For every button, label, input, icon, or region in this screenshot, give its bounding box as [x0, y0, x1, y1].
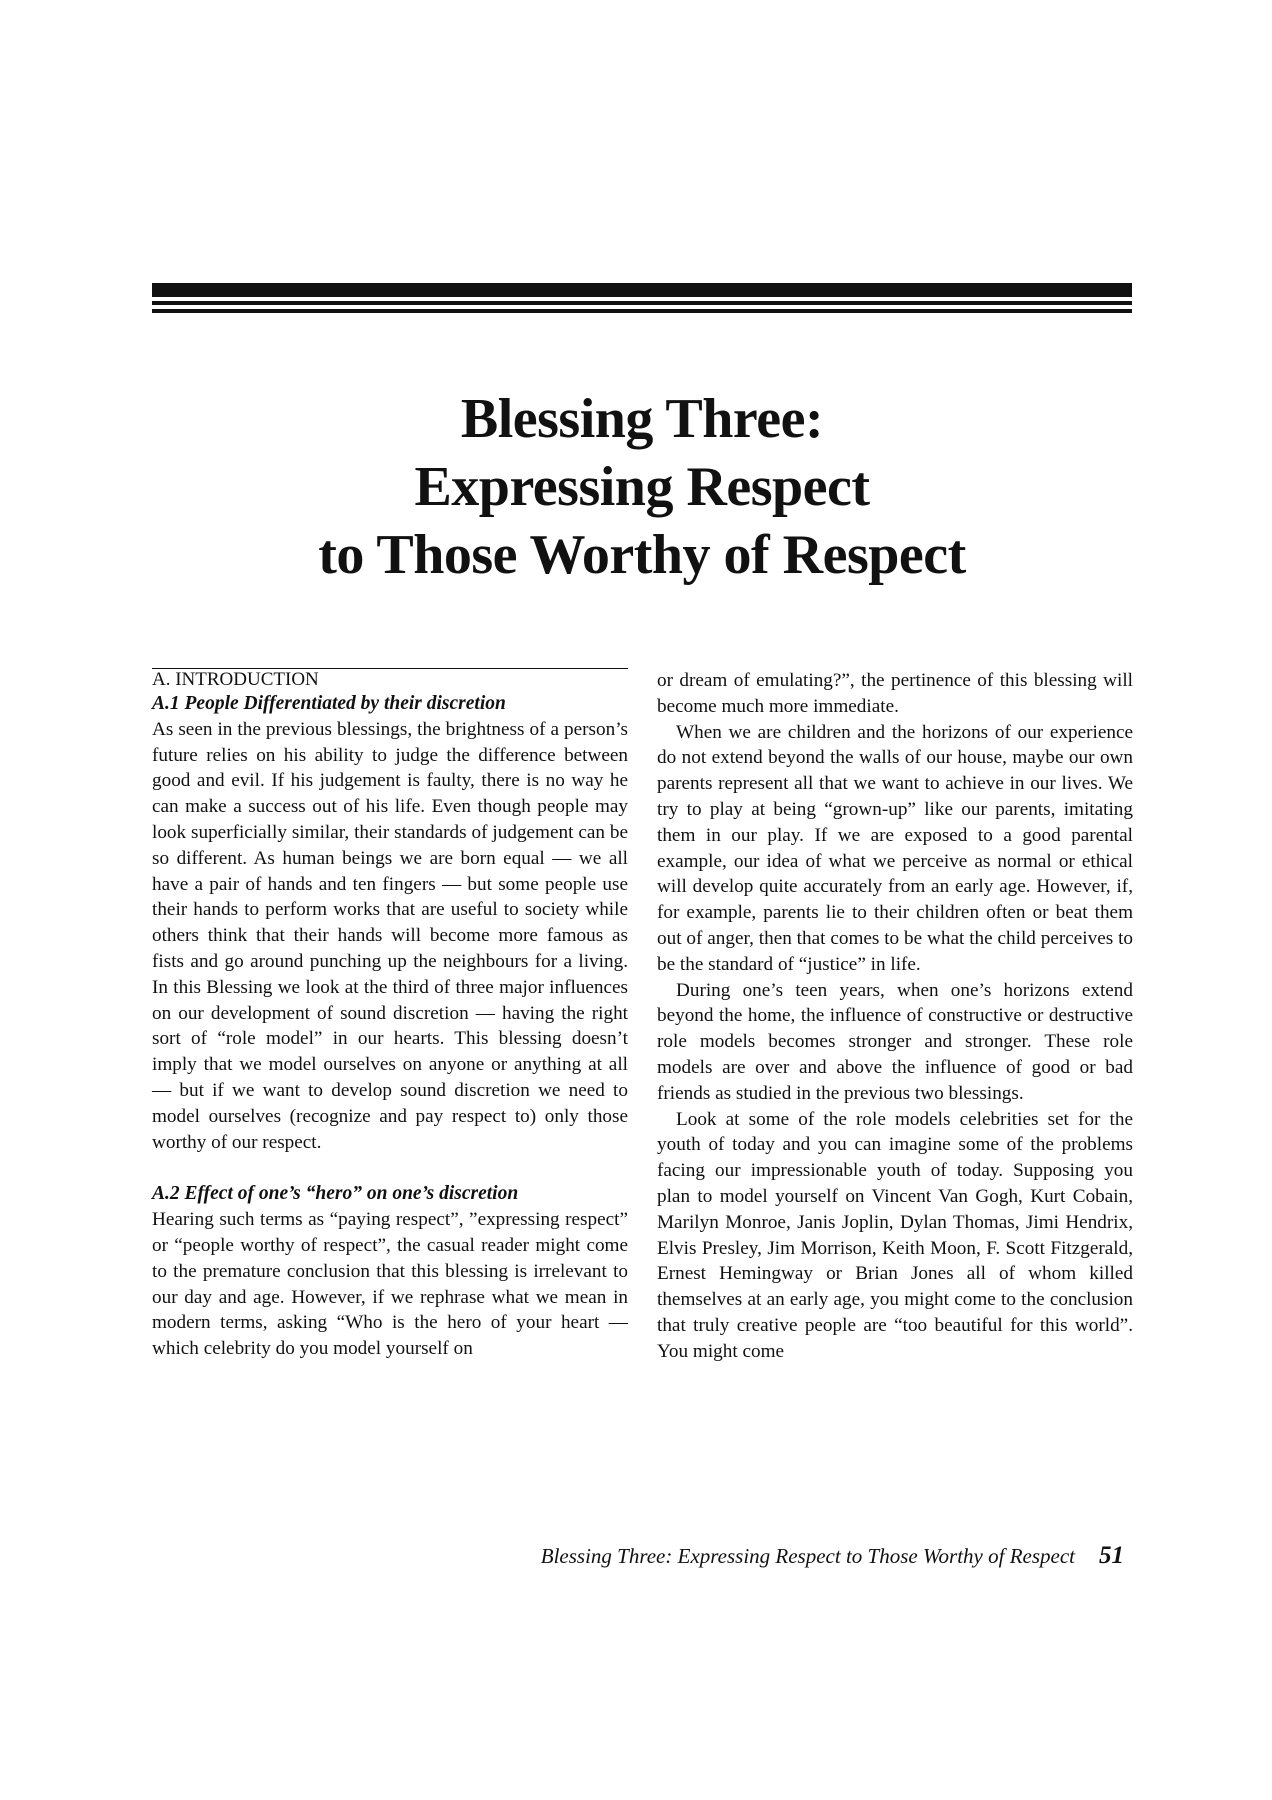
- header-rules: [152, 283, 1132, 313]
- running-title: Blessing Three: Expressing Respect to Those Worthy of Respect: [540, 1544, 1075, 1568]
- right-column: [657, 668, 1133, 1365]
- paragraph-right-2: When we are children and the horizons of our experience do not extend beyond the walls of our house, maybe our own parents represent all that we want to achieve in our lives. We try to play at being “grown-up” like our parents, imitating them in our play. If we are exposed to a good parental example, our idea of what we perceive as normal or ethical will develop quite accurately from an early age. However, if, for example, parents lie to their children often or beat them out of anger, then that comes to be what the child perceives to be the standard of “justice” in life.: [657, 721, 1133, 975]
- thin-rule-2: [152, 309, 1132, 313]
- chapter-title: [152, 385, 1132, 589]
- thin-rule-1: [152, 301, 1132, 305]
- section-heading-introduction: A. INTRODUCTION: [152, 668, 628, 691]
- paragraph-right-3: During one’s teen years, when one’s horizons extend beyond the home, the influence of constructive or destructive role models becomes stronger and stronger. These role models are over and above the influence of good or bad friends as studied in the previous two blessings.: [657, 979, 1133, 1104]
- subsection-heading-a2: A.2 Effect of one’s “hero” on one’s discretion: [152, 1183, 519, 1205]
- left-column: [152, 668, 628, 1362]
- paragraph-right-4: Look at some of the role models celebrities set for the youth of today and you can imagine some of the problems facing our impressionable youth of today. Supposing you plan to model yourself on Vincent Van Gogh, Kurt Cobain, Marilyn Monroe, Janis Joplin, Dylan Thomas, Jimi Hendrix, Elvis Presley, Jim Morrison, Keith Moon, F. Scott Fitzgerald, Ernest Hemingway or Brian Jones all of whom killed themselves at an early age, you might come to the conclusion that truly creative people are “too beautiful for this world”. You might come: [657, 1108, 1133, 1362]
- chapter-title-line-1: Blessing Three:: [460, 388, 824, 450]
- chapter-title-line-3: to Those Worthy of Respect: [318, 524, 966, 586]
- subsection-heading-a1: A.1 People Differentiated by their discretion: [152, 693, 506, 714]
- paragraph-a1: As seen in the previous blessings, the brightness of a person’s future relies on his ability to judge the difference between good and evil. If his judgement is faulty, there is no way he can make a success out of his life. Even though people may look superficially similar, their standards of judgement can be so different. As human beings we are born equal — we all have a pair of hands and ten fingers — but some people use their hands to perform works that are useful to society while others think that their hands will become more famous as fists and go around punching up the neighbours for a living. In this Blessing we look at the third of three major influences on our development of sound discretion — having the right sort of “role model” in our hearts. This blessing doesn’t imply that we model ourselves on anyone or anything at all — but if we want to develop sound discretion we need to model ourselves (recognize and pay respect to) only those worthy of our respect.: [152, 718, 628, 1153]
- paragraph-a2: Hearing such terms as “paying respect”, ”expressing respect” or “people worthy of respect”, the casual reader might come to the premature conclusion that this blessing is irrelevant to our day and age. However, if we rephrase what we mean in modern terms, asking “Who is the hero of your heart — which celebrity do you model yourself on: [152, 1209, 628, 1360]
- spacer: [152, 1155, 628, 1181]
- thick-rule: [152, 283, 1132, 297]
- page-number: 51: [1099, 1542, 1124, 1569]
- chapter-title-line-2: Expressing Respect: [414, 456, 870, 518]
- paragraph-right-1: or dream of emulating?”, the pertinence of this blessing will become much more immediate.: [657, 670, 1133, 717]
- page-footer: [541, 1542, 1124, 1570]
